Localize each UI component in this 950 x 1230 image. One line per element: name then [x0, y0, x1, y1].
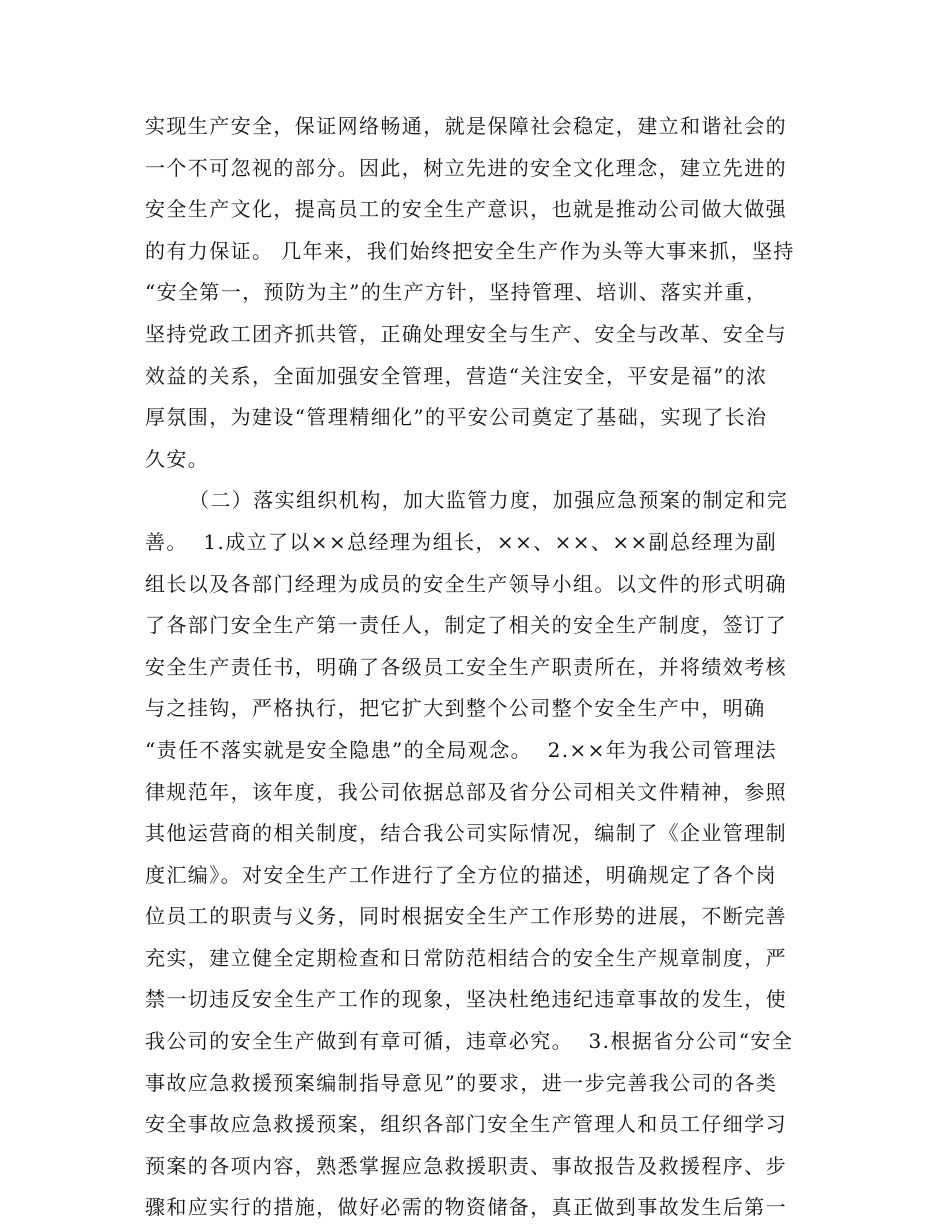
text-line: 久安。: [145, 446, 210, 471]
text-line: 位员工的职责与义务，同时根据安全生产工作形势的进展，不断完善: [145, 904, 787, 929]
text-line: 其他运营商的相关制度，结合我公司实际情况，编制了《企业管理制: [145, 821, 787, 846]
text-line: “安全第一，预防为主”的生产方针，坚持管理、培训、落实并重，: [145, 280, 768, 305]
text-line: 禁一切违反安全生产工作的现象，坚决杜绝违纪违章事故的发生，使: [145, 987, 787, 1012]
text-line: 充实，建立健全定期检查和日常防范相结合的安全生产规章制度，严: [145, 945, 787, 970]
text-line: 组长以及各部门经理为成员的安全生产领导小组。以文件的形式明确: [145, 571, 787, 596]
text-line: 厚氛围，为建设“管理精细化”的平安公司奠定了基础，实现了长治: [145, 405, 768, 430]
text-line: 安全生产文化，提高员工的安全生产意识，也就是推动公司做大做强: [145, 197, 787, 222]
text-line: 律规范年，该年度，我公司依据总部及省分公司相关文件精神，参照: [145, 779, 787, 804]
text-line: “责任不落实就是安全隐患”的全局观念。 2.××年为我公司管理法: [145, 737, 777, 762]
text-line: 安全生产责任书，明确了各级员工安全生产职责所在，并将绩效考核: [145, 654, 787, 679]
text-line: 坚持党政工团齐抓共管，正确处理安全与生产、安全与改革、安全与: [145, 321, 787, 346]
text-line: 我公司的安全生产做到有章可循，违章必究。 3.根据省分公司“安全: [145, 1029, 794, 1054]
text-line: 一个不可忽视的部分。因此，树立先进的安全文化理念，建立先进的: [145, 155, 787, 180]
section-heading-line: （二）落实组织机构，加大监管力度，加强应急预案的制定和完: [189, 488, 789, 513]
text-line: 安全事故应急救援预案，组织各部门安全生产管理人和员工仔细学习: [145, 1112, 787, 1137]
text-line: 事故应急救援预案编制指导意见”的要求，进一步完善我公司的各类: [145, 1070, 778, 1095]
paragraph-intro: [145, 106, 815, 480]
text-line: 骤和应实行的措施，做好必需的物资储备，真正做到事故发生后第一: [145, 1195, 787, 1220]
text-line: 善。 1.成立了以××总经理为组长，××、××、××副总经理为副: [145, 529, 778, 554]
document-body: [145, 106, 815, 1229]
paragraph-section-two: [145, 480, 815, 1229]
text-line: 实现生产安全，保证网络畅通，就是保障社会稳定，建立和谐社会的: [145, 114, 787, 138]
text-line: 的有力保证。 几年来，我们始终把安全生产作为头等大事来抓，坚持: [145, 238, 795, 263]
text-line: 与之挂钩，严格执行，把它扩大到整个公司整个安全生产中，明确: [145, 696, 766, 721]
text-line: 了各部门安全生产第一责任人，制定了相关的安全生产制度，签订了: [145, 613, 787, 638]
text-line: 效益的关系，全面加强安全管理，营造“关注安全，平安是福”的浓: [145, 363, 768, 388]
text-line: 度汇编》。对安全生产工作进行了全方位的描述，明确规定了各个岗: [145, 862, 777, 887]
text-line: 预案的各项内容，熟悉掌握应急救援职责、事故报告及救援程序、步: [145, 1153, 787, 1178]
